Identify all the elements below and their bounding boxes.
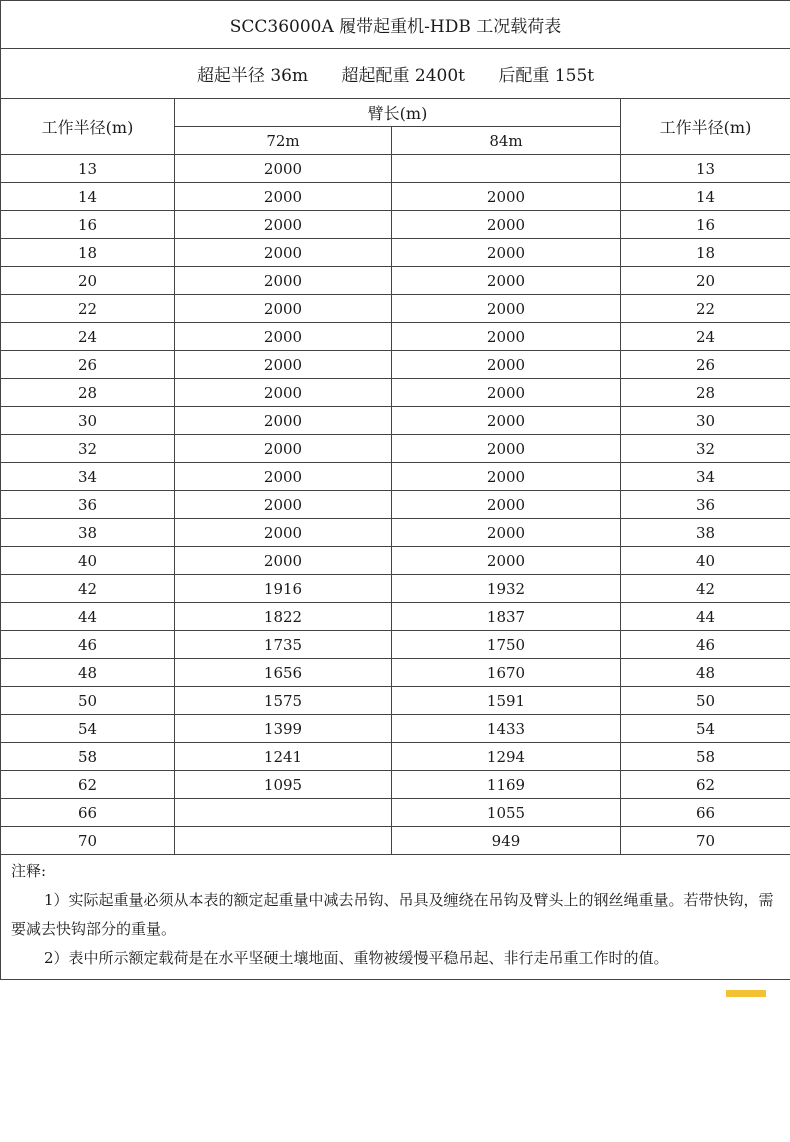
conditions-row — [1, 49, 790, 99]
radius-cell-left: 36 — [1, 491, 175, 519]
radius-cell-left: 70 — [1, 827, 175, 855]
radius-cell-left: 62 — [1, 771, 175, 799]
load-table-body — [1, 155, 790, 855]
load-84m-cell: 1750 — [392, 631, 621, 659]
table-row — [1, 323, 790, 351]
load-72m-cell: 1241 — [175, 743, 392, 771]
load-72m-cell: 2000 — [175, 435, 392, 463]
load-84m-cell: 1294 — [392, 743, 621, 771]
load-84m-cell: 2000 — [392, 491, 621, 519]
radius-cell-left: 50 — [1, 687, 175, 715]
load-84m-cell: 2000 — [392, 379, 621, 407]
radius-cell-right: 18 — [621, 239, 790, 267]
radius-cell-right: 70 — [621, 827, 790, 855]
table-row — [1, 771, 790, 799]
load-72m-cell — [175, 799, 392, 827]
table-row — [1, 659, 790, 687]
load-84m-cell: 2000 — [392, 239, 621, 267]
radius-cell-right: 44 — [621, 603, 790, 631]
radius-cell-right: 36 — [621, 491, 790, 519]
load-84m-cell: 2000 — [392, 323, 621, 351]
radius-cell-right: 16 — [621, 211, 790, 239]
radius-cell-left: 26 — [1, 351, 175, 379]
title-row — [1, 1, 790, 49]
notes-heading: 注释: — [11, 862, 47, 880]
load-84m-cell: 2000 — [392, 267, 621, 295]
load-72m-cell: 2000 — [175, 267, 392, 295]
radius-cell-right: 62 — [621, 771, 790, 799]
table-row — [1, 827, 790, 855]
load-84m-cell: 1837 — [392, 603, 621, 631]
load-84m-cell: 1055 — [392, 799, 621, 827]
table-row — [1, 183, 790, 211]
table-row — [1, 491, 790, 519]
load-72m-cell: 1735 — [175, 631, 392, 659]
superlift-counterweight: 超起配重 2400t — [341, 66, 465, 86]
load-72m-cell: 1822 — [175, 603, 392, 631]
load-72m-cell: 2000 — [175, 211, 392, 239]
load-72m-cell: 2000 — [175, 379, 392, 407]
radius-cell-left: 22 — [1, 295, 175, 323]
table-row — [1, 715, 790, 743]
table-row — [1, 351, 790, 379]
radius-cell-left: 44 — [1, 603, 175, 631]
load-84m-cell: 2000 — [392, 295, 621, 323]
table-row — [1, 547, 790, 575]
radius-cell-right: 48 — [621, 659, 790, 687]
radius-cell-left: 66 — [1, 799, 175, 827]
load-72m-cell: 1399 — [175, 715, 392, 743]
radius-cell-left: 16 — [1, 211, 175, 239]
radius-cell-right: 24 — [621, 323, 790, 351]
load-84m-cell: 1433 — [392, 715, 621, 743]
load-84m-cell: 2000 — [392, 435, 621, 463]
load-84m-cell: 1932 — [392, 575, 621, 603]
load-72m-cell: 2000 — [175, 351, 392, 379]
load-72m-cell: 1575 — [175, 687, 392, 715]
radius-cell-left: 48 — [1, 659, 175, 687]
radius-cell-left: 20 — [1, 267, 175, 295]
radius-cell-left: 46 — [1, 631, 175, 659]
table-row — [1, 631, 790, 659]
radius-cell-right: 30 — [621, 407, 790, 435]
load-72m-cell: 1656 — [175, 659, 392, 687]
radius-cell-left: 28 — [1, 379, 175, 407]
boom-length-header: 臂长(m) — [175, 99, 621, 127]
radius-cell-left: 13 — [1, 155, 175, 183]
load-84m-cell: 2000 — [392, 351, 621, 379]
radius-cell-left: 32 — [1, 435, 175, 463]
load-72m-cell — [175, 827, 392, 855]
radius-cell-right: 46 — [621, 631, 790, 659]
load-72m-cell: 2000 — [175, 239, 392, 267]
header-row — [1, 99, 790, 127]
radius-cell-right: 42 — [621, 575, 790, 603]
radius-cell-right: 26 — [621, 351, 790, 379]
load-84m-cell: 2000 — [392, 211, 621, 239]
radius-cell-left: 14 — [1, 183, 175, 211]
radius-cell-right: 34 — [621, 463, 790, 491]
table-row — [1, 519, 790, 547]
radius-header-right: 工作半径(m) — [621, 99, 790, 155]
radius-cell-right: 22 — [621, 295, 790, 323]
load-72m-cell: 2000 — [175, 463, 392, 491]
load-84m-cell: 2000 — [392, 547, 621, 575]
notes-row — [1, 855, 790, 980]
table-row — [1, 603, 790, 631]
table-row — [1, 463, 790, 491]
load-72m-cell: 2000 — [175, 547, 392, 575]
radius-cell-left: 30 — [1, 407, 175, 435]
radius-cell-left: 34 — [1, 463, 175, 491]
table-row — [1, 407, 790, 435]
superlift-radius: 超起半径 36m — [196, 66, 309, 86]
radius-cell-right: 20 — [621, 267, 790, 295]
table-row — [1, 799, 790, 827]
table-row — [1, 239, 790, 267]
radius-cell-left: 38 — [1, 519, 175, 547]
table-row — [1, 743, 790, 771]
note-2: 2）表中所示额定载荷是在水平坚硬土壤地面、重物被缓慢平稳吊起、非行走吊重工作时的值。 — [44, 949, 669, 967]
table-row — [1, 267, 790, 295]
radius-cell-left: 58 — [1, 743, 175, 771]
load-72m-cell: 2000 — [175, 407, 392, 435]
table-row — [1, 295, 790, 323]
radius-cell-right: 54 — [621, 715, 790, 743]
working-conditions — [1, 49, 790, 99]
load-72m-cell: 2000 — [175, 295, 392, 323]
load-84m-cell: 1169 — [392, 771, 621, 799]
load-84m-cell — [392, 155, 621, 183]
table-row — [1, 155, 790, 183]
load-84m-cell: 1670 — [392, 659, 621, 687]
table-row — [1, 687, 790, 715]
load-72m-cell: 1916 — [175, 575, 392, 603]
notes-cell — [1, 855, 790, 980]
radius-cell-right: 58 — [621, 743, 790, 771]
load-84m-cell: 2000 — [392, 407, 621, 435]
radius-cell-right: 66 — [621, 799, 790, 827]
corner-accent-mark — [726, 990, 766, 997]
load-72m-cell: 1095 — [175, 771, 392, 799]
table-row — [1, 211, 790, 239]
boom-72-header: 72m — [175, 127, 392, 155]
radius-cell-left: 54 — [1, 715, 175, 743]
table-title: SCC36000A 履带起重机-HDB 工况载荷表 — [1, 1, 790, 49]
radius-cell-right: 13 — [621, 155, 790, 183]
load-84m-cell: 2000 — [392, 183, 621, 211]
load-84m-cell: 2000 — [392, 519, 621, 547]
table-row — [1, 435, 790, 463]
load-84m-cell: 2000 — [392, 463, 621, 491]
radius-cell-left: 42 — [1, 575, 175, 603]
table-row — [1, 575, 790, 603]
table-row — [1, 379, 790, 407]
load-72m-cell: 2000 — [175, 519, 392, 547]
radius-cell-left: 24 — [1, 323, 175, 351]
radius-cell-right: 38 — [621, 519, 790, 547]
note-1: 1）实际起重量必须从本表的额定起重量中减去吊钩、吊具及缠绕在吊钩及臂头上的钢丝绳重量。若带快钩，需要减去快钩部分的重量。 — [11, 891, 774, 938]
radius-cell-right: 14 — [621, 183, 790, 211]
radius-cell-right: 28 — [621, 379, 790, 407]
radius-cell-left: 40 — [1, 547, 175, 575]
radius-header-left: 工作半径(m) — [1, 99, 175, 155]
load-84m-cell: 1591 — [392, 687, 621, 715]
load-72m-cell: 2000 — [175, 155, 392, 183]
radius-cell-right: 32 — [621, 435, 790, 463]
boom-84-header: 84m — [392, 127, 621, 155]
radius-cell-right: 50 — [621, 687, 790, 715]
load-72m-cell: 2000 — [175, 491, 392, 519]
load-72m-cell: 2000 — [175, 183, 392, 211]
radius-cell-left: 18 — [1, 239, 175, 267]
radius-cell-right: 40 — [621, 547, 790, 575]
rear-counterweight: 后配重 155t — [498, 66, 595, 86]
load-72m-cell: 2000 — [175, 323, 392, 351]
load-84m-cell: 949 — [392, 827, 621, 855]
